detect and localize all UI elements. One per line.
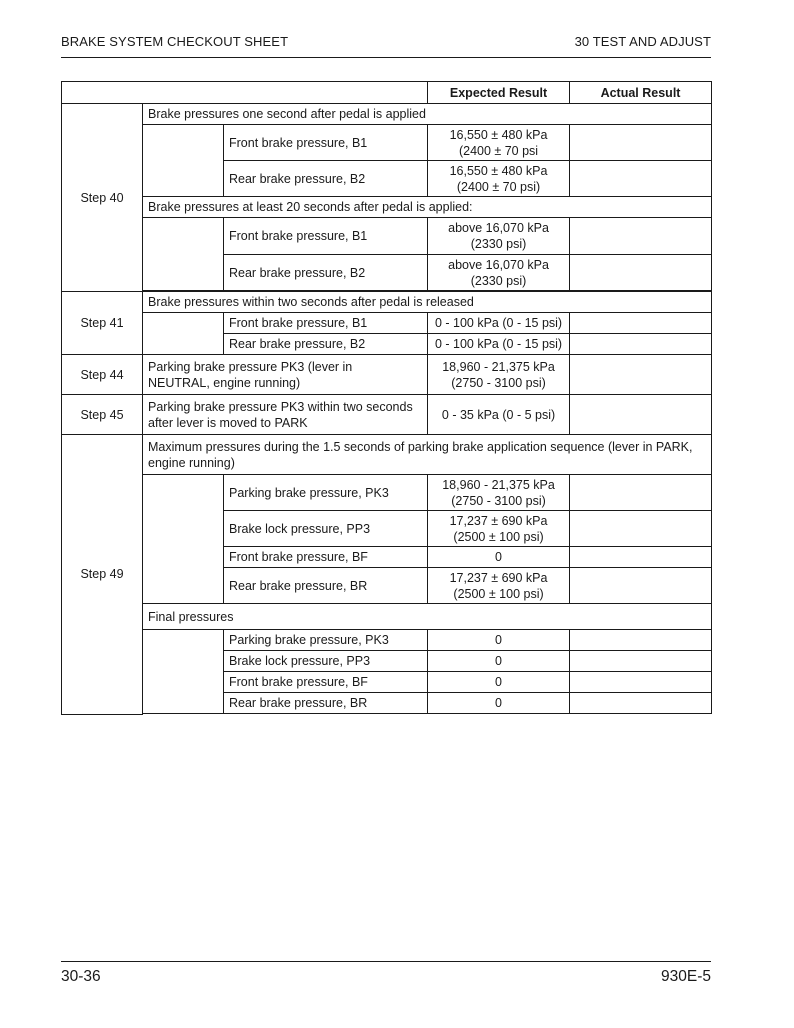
expected-value: 0 — [428, 693, 570, 714]
actual-result-cell[interactable] — [570, 475, 712, 511]
expected-value: 0 — [428, 547, 570, 568]
measurement-item: Parking brake pressure PK3 (lever in NEUTRAL, engine running) — [143, 355, 428, 395]
document-header-section: 30 TEST AND ADJUST — [574, 34, 711, 49]
measurement-item: Front brake pressure, B1 — [224, 125, 428, 161]
actual-result-cell[interactable] — [570, 255, 712, 291]
section-description: Brake pressures one second after pedal is applied — [143, 104, 712, 125]
table-row — [62, 197, 712, 218]
expected-value: 0 — [428, 672, 570, 693]
expected-value: 16,550 ± 480 kPa (2400 ± 70 psi — [428, 125, 570, 161]
actual-result-cell[interactable] — [570, 125, 712, 161]
section-description: Brake pressures within two seconds after pedal is released — [143, 292, 712, 313]
table-row — [62, 125, 712, 161]
actual-result-cell[interactable] — [570, 161, 712, 197]
actual-result-cell[interactable] — [570, 511, 712, 547]
table-header-row — [62, 82, 712, 104]
actual-result-cell[interactable] — [570, 568, 712, 604]
table-row — [62, 395, 712, 435]
table-row — [62, 104, 712, 125]
actual-result-cell[interactable] — [570, 395, 712, 435]
measurement-item: Rear brake pressure, BR — [224, 568, 428, 604]
measurement-item: Parking brake pressure PK3 within two seconds after lever is moved to PARK — [143, 395, 428, 435]
measurement-item: Front brake pressure, BF — [224, 672, 428, 693]
measurement-item: Brake lock pressure, PP3 — [224, 651, 428, 672]
expected-value: 0 - 100 kPa (0 - 15 psi) — [428, 334, 570, 355]
measurement-item: Rear brake pressure, B2 — [224, 255, 428, 291]
actual-result-cell[interactable] — [570, 672, 712, 693]
step-label: Step 44 — [62, 355, 143, 395]
measurement-item: Rear brake pressure, B2 — [224, 161, 428, 197]
section-description: Maximum pressures during the 1.5 seconds of parking brake application sequence (lever in PARK, engine running) — [143, 435, 712, 475]
expected-value: above 16,070 kPa (2330 psi) — [428, 218, 570, 255]
measurement-item: Parking brake pressure, PK3 — [224, 630, 428, 651]
section-description: Brake pressures at least 20 seconds after pedal is applied: — [143, 197, 712, 218]
step-label: Step 49 — [62, 435, 143, 715]
actual-result-cell[interactable] — [570, 355, 712, 395]
header-blank-cell — [62, 82, 428, 104]
actual-result-cell[interactable] — [570, 334, 712, 355]
table-row — [62, 435, 712, 475]
actual-result-cell[interactable] — [570, 218, 712, 255]
table-row — [62, 355, 712, 395]
expected-value: 0 — [428, 651, 570, 672]
footer-rule — [61, 961, 711, 962]
actual-result-cell[interactable] — [570, 651, 712, 672]
actual-result-cell[interactable] — [570, 630, 712, 651]
expected-value: 18,960 - 21,375 kPa (2750 - 3100 psi) — [428, 475, 570, 511]
expected-value: 17,237 ± 690 kPa (2500 ± 100 psi) — [428, 568, 570, 604]
table-row — [62, 604, 712, 630]
page-number: 30-36 — [61, 968, 101, 985]
section-description: Final pressures — [143, 604, 712, 630]
actual-result-header: Actual Result — [570, 82, 712, 104]
measurement-item: Front brake pressure, B1 — [224, 313, 428, 334]
measurement-item: Brake lock pressure, PP3 — [224, 511, 428, 547]
expected-value: 18,960 - 21,375 kPa (2750 - 3100 psi) — [428, 355, 570, 395]
measurement-item: Front brake pressure, B1 — [224, 218, 428, 255]
expected-value: 0 - 100 kPa (0 - 15 psi) — [428, 313, 570, 334]
actual-result-cell[interactable] — [570, 313, 712, 334]
expected-value: 16,550 ± 480 kPa (2400 ± 70 psi) — [428, 161, 570, 197]
expected-value: 0 - 35 kPa (0 - 5 psi) — [428, 395, 570, 435]
step-label: Step 45 — [62, 395, 143, 435]
measurement-item: Rear brake pressure, BR — [224, 693, 428, 714]
step-label: Step 40 — [62, 104, 143, 292]
brake-checkout-table — [61, 81, 712, 715]
model-number: 930E-5 — [661, 968, 711, 985]
measurement-item: Front brake pressure, BF — [224, 547, 428, 568]
table-row — [62, 292, 712, 313]
table-row — [62, 630, 712, 651]
expected-value: 0 — [428, 630, 570, 651]
step-label: Step 41 — [62, 292, 143, 355]
header-rule — [61, 57, 711, 58]
measurement-item: Parking brake pressure, PK3 — [224, 475, 428, 511]
expected-value: 17,237 ± 690 kPa (2500 ± 100 psi) — [428, 511, 570, 547]
document-header-title: BRAKE SYSTEM CHECKOUT SHEET — [61, 34, 289, 49]
measurement-item: Rear brake pressure, B2 — [224, 334, 428, 355]
table-row — [62, 313, 712, 334]
actual-result-cell[interactable] — [570, 547, 712, 568]
table-row — [62, 475, 712, 511]
actual-result-cell[interactable] — [570, 693, 712, 714]
table-row — [62, 218, 712, 255]
expected-result-header: Expected Result — [428, 82, 570, 104]
expected-value: above 16,070 kPa (2330 psi) — [428, 255, 570, 291]
